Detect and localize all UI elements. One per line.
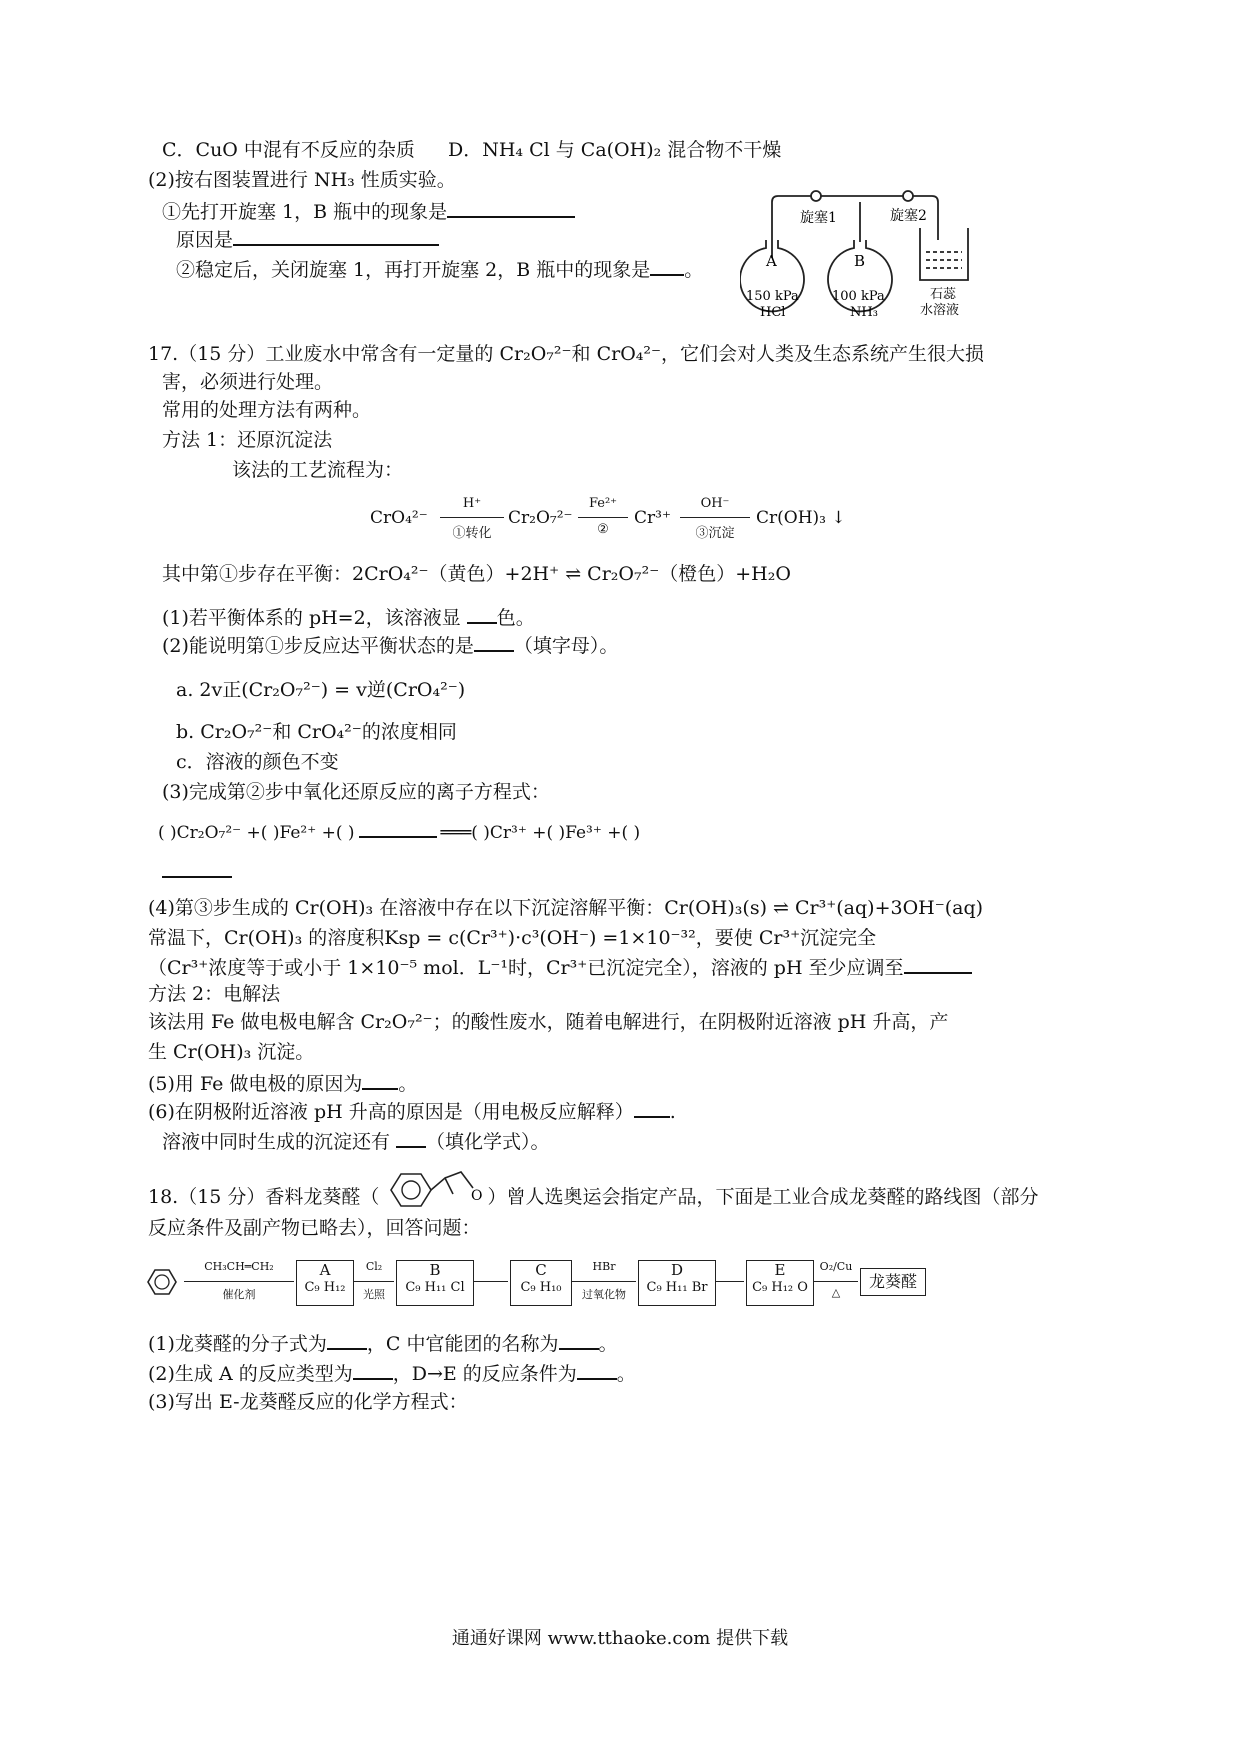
route-arrow-1-top: CH₃CH═CH₂	[204, 1260, 274, 1273]
q17-intro-line1: 17.（15 分）工业废水中常含有一定量的 Cr₂O₇²⁻和 CrO₄²⁻，它们会对人类及生态系统产生很大损	[148, 343, 985, 365]
nh3-apparatus-diagram	[740, 180, 1000, 320]
q17-option-a: a. 2v正(Cr₂O₇²⁻) = v逆(CrO₄²⁻)	[176, 679, 466, 701]
q17-part1: (1)若平衡体系的 pH=2，该溶液显 色。	[162, 604, 535, 630]
flask-b-pressure: 100 kPa	[832, 289, 885, 304]
compound-c-box: C C₉ H₁₀	[510, 1260, 572, 1306]
q17-option-c: c．溶液的颜色不变	[176, 751, 339, 773]
route-arrow-1-bottom: 催化剂	[222, 1288, 256, 1301]
q17-intro-line2: 害，必须进行处理。	[162, 371, 334, 393]
flask-a-gas: HCl	[760, 305, 786, 320]
valve1-label: 旋塞1	[800, 210, 837, 226]
flask-a-pressure: 150 kPa	[746, 289, 799, 304]
flow-species-1: Cr₂O₇²⁻	[508, 508, 573, 528]
q17-part5: (5)用 Fe 做电极的原因为 。	[148, 1070, 417, 1096]
route-arrow-3-bottom: 过氧化物	[582, 1288, 626, 1301]
product-box: 龙葵醛	[860, 1268, 926, 1296]
compound-d-box: D C₉ H₁₁ Br	[638, 1260, 716, 1306]
flow-arrow-3-top: OH⁻	[700, 496, 730, 511]
route-arrow-2-bottom: 光照	[363, 1288, 385, 1301]
svg-text:O: O	[471, 1188, 483, 1204]
q17-part2: (2)能说明第①步反应达平衡状态的是 （填字母）。	[162, 632, 618, 658]
route-arrow-3-top: HBr	[592, 1260, 616, 1273]
q17-part6-line1: (6)在阴极附近溶液 pH 升高的原因是（用电极反应解释） .	[148, 1098, 676, 1124]
flow-arrow-2-top: Fe²⁺	[588, 496, 618, 511]
q18-part1: (1)龙葵醛的分子式为 ，C 中官能团的名称为 。	[148, 1330, 618, 1356]
page-footer: 通通好课网 www.tthaoke.com 提供下载	[451, 1628, 789, 1649]
q16-part2-title: (2)按右图装置进行 NH₃ 性质实验。	[148, 169, 456, 191]
compound-e-box: E C₉ H₁₂ O	[746, 1260, 814, 1306]
q17-part4-line2: 常温下，Cr(OH)₃ 的溶度积Ksp = c(Cr³⁺)·c³(OH⁻) =1×10⁻³²，要使 Cr³⁺沉淀完全	[148, 927, 877, 949]
q18-part2: (2)生成 A 的反应类型为 ，D→E 的反应条件为 。	[148, 1360, 636, 1386]
route-arrow-2-top: Cl₂	[365, 1260, 383, 1273]
flask-b-gas: NH₃	[850, 305, 878, 320]
flow-arrow-1-top: H⁺	[462, 496, 482, 511]
q17-equilibrium: 其中第①步存在平衡：2CrO₄²⁻（黄色）+2H⁺ ⇌ Cr₂O₇²⁻（橙色）+H₂O	[162, 563, 791, 585]
q16-option-d: D．NH₄ Cl 与 Ca(OH)₂ 混合物不干燥	[448, 139, 782, 161]
route-arrow-4-top: O₂/Cu	[819, 1260, 853, 1273]
compound-a-box: A C₉ H₁₂	[296, 1260, 354, 1306]
flask-b-label: B	[854, 252, 866, 270]
q18-intro-line2: 反应条件及副产物已略去），回答问题：	[148, 1217, 481, 1239]
q17-method1-flow-label: 该法的工艺流程为：	[232, 459, 404, 481]
q17-option-b: b. Cr₂O₇²⁻和 CrO₄²⁻的浓度相同	[176, 721, 457, 743]
q17-method2-line1: 该法用 Fe 做电极电解含 Cr₂O₇²⁻；的酸性废水，随着电解进行，在阴极附近溶液 pH 升高，产	[148, 1011, 949, 1033]
q16-reason: 原因是	[176, 226, 439, 252]
benzene-icon	[144, 1264, 180, 1300]
flow-species-3: Cr(OH)₃ ↓	[756, 508, 846, 528]
q16-step1: ①先打开旋塞 1，B 瓶中的现象是	[162, 198, 575, 224]
q17-methods: 常用的处理方法有两种。	[162, 399, 372, 421]
flow-species-2: Cr³⁺	[634, 508, 671, 528]
compound-b-box: B C₉ H₁₁ Cl	[396, 1260, 474, 1306]
flow-arrow-1-bottom: ①转化	[452, 526, 492, 541]
q16-option-c: C．CuO 中混有不反应的杂质	[162, 139, 415, 161]
q18-synthesis-route	[140, 1250, 917, 1320]
q17-part3: (3)完成第②步中氧化还原反应的离子方程式：	[162, 781, 550, 803]
flask-a-label: A	[766, 252, 777, 270]
q18-part3: (3)写出 E-龙葵醛反应的化学方程式：	[148, 1391, 468, 1413]
route-arrow-4-bottom: △	[831, 1286, 841, 1299]
longkuiquan-structure	[381, 1168, 485, 1212]
flow-arrow-2-bottom: ②	[597, 522, 609, 537]
flow-arrow-3-bottom: ③沉淀	[695, 526, 735, 541]
q17-part3-equation: ( )Cr₂O₇²⁻ +( )Fe²⁺ +( ) ═══( )Cr³⁺ +( )Fe³⁺ +( )	[158, 818, 640, 845]
q18-intro-line1: 18.（15 分）香料龙葵醛（ O ）曾人选奥运会指定产品，下面是工业合成龙葵醛的路线图（部分	[148, 1184, 1038, 1212]
q17-part4-line1: (4)第③步生成的 Cr(OH)₃ 在溶液中存在以下沉淀溶解平衡：Cr(OH)₃(s) ⇌ Cr³⁺(aq)+3OH⁻(aq)	[148, 897, 984, 919]
beaker-label-1: 石蕊	[930, 287, 957, 302]
q17-part4-line3: （Cr³⁺浓度等于或小于 1×10⁻⁵ mol．L⁻¹时，Cr³⁺已沉淀完全），溶液的 pH 至少应调至	[148, 954, 972, 980]
flow-species-0: CrO₄²⁻	[370, 508, 428, 528]
q17-method2-line2: 生 Cr(OH)₃ 沉淀。	[148, 1041, 315, 1063]
q17-process-flow	[370, 496, 930, 546]
q17-method2-title: 方法 2：电解法	[148, 983, 281, 1005]
beaker-label-2: 水溶液	[920, 303, 960, 318]
q17-part3-equation-tail	[162, 858, 232, 884]
q17-method1-title: 方法 1：还原沉淀法	[162, 429, 333, 451]
q16-step2: ②稳定后，关闭旋塞 1，再打开旋塞 2，B 瓶中的现象是 。	[176, 256, 703, 282]
valve2-label: 旋塞2	[890, 208, 927, 224]
q17-part6-line2: 溶液中同时生成的沉淀还有 （填化学式）。	[162, 1128, 550, 1154]
